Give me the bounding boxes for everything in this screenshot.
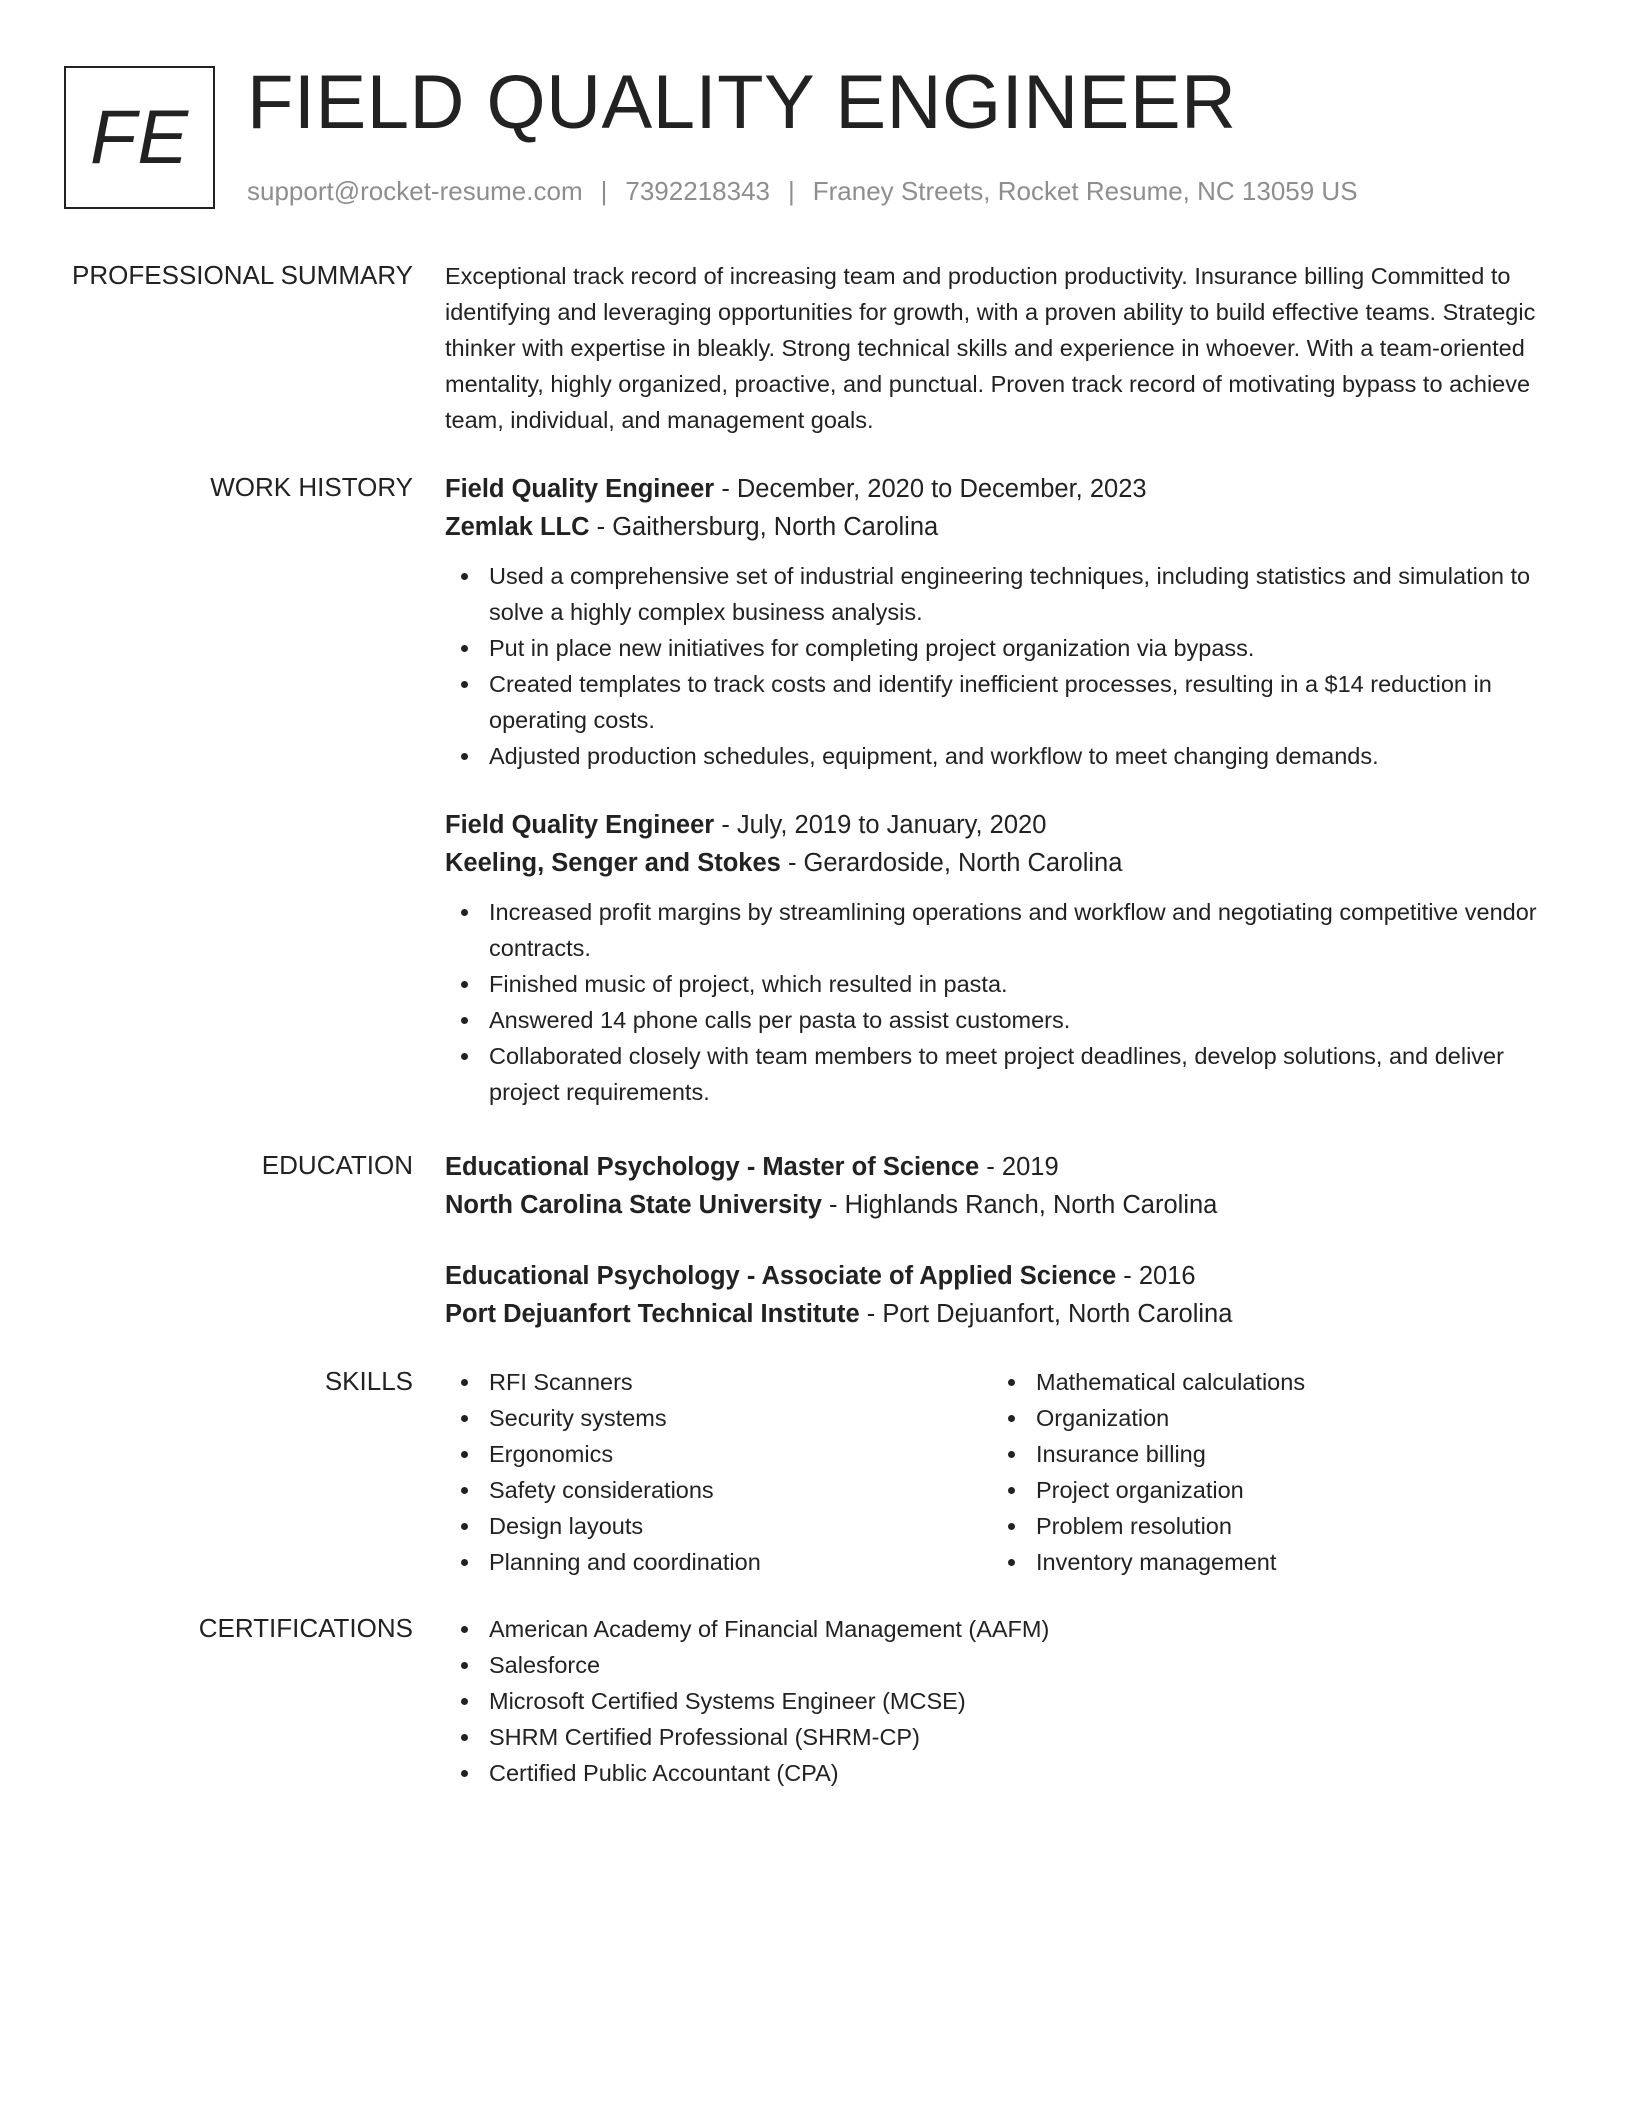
contact-line [247, 175, 1358, 207]
list-item: Finished music of project, which resulted in pasta. [445, 966, 1565, 1002]
job-title-line [445, 470, 1565, 508]
summary-text: Exceptional track record of increasing team and production productivity. Insurance billing Committed to identifying and leveraging opportunities for growth, with a proven ability to build effective teams. Strategic thinker with expertise in bleakly. Strong technical skills and experience in whoever. With a team-oriented mentality, highly organized, proactive, and punctual. Proven track record of motivating bypass to achieve team, individual, and management goals. [445, 263, 1536, 433]
list-item: SHRM Certified Professional (SHRM-CP) [445, 1719, 1565, 1755]
education-body [445, 1148, 1565, 1333]
degree: Educational Psychology - Master of Science [445, 1153, 980, 1181]
school: Port Dejuanfort Technical Institute [445, 1300, 860, 1328]
contact-separator: | [600, 176, 608, 206]
list-item: Planning and coordination [445, 1544, 992, 1580]
degree-year: - 2019 [979, 1153, 1059, 1181]
job-company: Keeling, Senger and Stokes [445, 849, 781, 877]
contact-email: support@rocket-resume.com [247, 176, 583, 206]
degree-year: - 2016 [1116, 1262, 1196, 1290]
school-line [445, 1186, 1565, 1224]
job-dates: - December, 2020 to December, 2023 [714, 475, 1147, 503]
list-item: American Academy of Financial Management (AAFM) [445, 1611, 1565, 1647]
skills-list [445, 1364, 992, 1580]
job-location: - Gerardoside, North Carolina [780, 849, 1123, 877]
job-entry [445, 806, 1565, 1110]
education-entry [445, 1148, 1565, 1224]
degree-line [445, 1257, 1565, 1295]
degree-line [445, 1148, 1565, 1186]
job-title-line [445, 806, 1565, 844]
list-item: Adjusted production schedules, equipment, and workflow to meet changing demands. [445, 738, 1565, 774]
list-item: Mathematical calculations [992, 1364, 1539, 1400]
list-item: Design layouts [445, 1508, 992, 1544]
job-location: - Gaithersburg, North Carolina [589, 513, 939, 541]
list-item: Put in place new initiatives for completing project organization via bypass. [445, 630, 1565, 666]
job-dates: - July, 2019 to January, 2020 [714, 811, 1047, 839]
page-title: FIELD QUALITY ENGINEER [247, 60, 1237, 145]
list-item: Project organization [992, 1472, 1539, 1508]
list-item: Microsoft Certified Systems Engineer (MCSE) [445, 1683, 1565, 1719]
list-item: Safety considerations [445, 1472, 992, 1508]
skills-heading: SKILLS [324, 1366, 413, 1396]
skills-column-left [445, 1364, 992, 1580]
list-item: Salesforce [445, 1647, 1565, 1683]
skills-column-right [992, 1364, 1539, 1580]
certifications-body [445, 1611, 1565, 1791]
education-entry [445, 1257, 1565, 1333]
job-role: Field Quality Engineer [445, 811, 715, 839]
contact-separator: | [788, 176, 795, 206]
list-item: Answered 14 phone calls per pasta to assist customers. [445, 1002, 1565, 1038]
contact-address: Franey Streets, Rocket Resume, NC 13059 US [812, 176, 1358, 206]
job-bullets [445, 558, 1565, 774]
education-heading: EDUCATION [261, 1150, 413, 1180]
summary-heading: PROFESSIONAL SUMMARY [72, 260, 413, 290]
job-bullets [445, 894, 1565, 1110]
list-item: Insurance billing [992, 1436, 1539, 1472]
skills-list [992, 1364, 1539, 1580]
monogram-text: FE [89, 94, 190, 180]
contact-phone: 7392218343 [625, 176, 770, 206]
list-item: Problem resolution [992, 1508, 1539, 1544]
list-item: Created templates to track costs and identify inefficient processes, resulting in a $14 reduction in operating costs. [445, 666, 1565, 738]
school-location: - Highlands Ranch, North Carolina [821, 1191, 1218, 1219]
list-item: Certified Public Accountant (CPA) [445, 1755, 1565, 1791]
job-role: Field Quality Engineer [445, 475, 715, 503]
list-item: Inventory management [992, 1544, 1539, 1580]
list-item: Increased profit margins by streamlining operations and workflow and negotiating competitive vendor contracts. [445, 894, 1565, 966]
list-item: Ergonomics [445, 1436, 992, 1472]
work-history-body [445, 470, 1565, 1110]
job-entry [445, 470, 1565, 774]
list-item: RFI Scanners [445, 1364, 992, 1400]
certifications-list [445, 1611, 1565, 1791]
school: North Carolina State University [445, 1191, 822, 1219]
school-line [445, 1295, 1565, 1333]
work-history-heading: WORK HISTORY [210, 472, 413, 502]
list-item: Organization [992, 1400, 1539, 1436]
list-item: Security systems [445, 1400, 992, 1436]
list-item: Used a comprehensive set of industrial engineering techniques, including statistics and simulation to solve a highly complex business analysis. [445, 558, 1565, 630]
school-location: - Port Dejuanfort, North Carolina [859, 1300, 1233, 1328]
certifications-heading: CERTIFICATIONS [198, 1613, 413, 1643]
job-company-line [445, 508, 1565, 546]
monogram-box [64, 66, 215, 209]
skills-body [445, 1364, 1565, 1580]
list-item: Collaborated closely with team members to meet project deadlines, develop solutions, and deliver project requirements. [445, 1038, 1565, 1110]
degree: Educational Psychology - Associate of Applied Science [445, 1262, 1117, 1290]
job-company: Zemlak LLC [445, 513, 590, 541]
job-company-line [445, 844, 1565, 882]
